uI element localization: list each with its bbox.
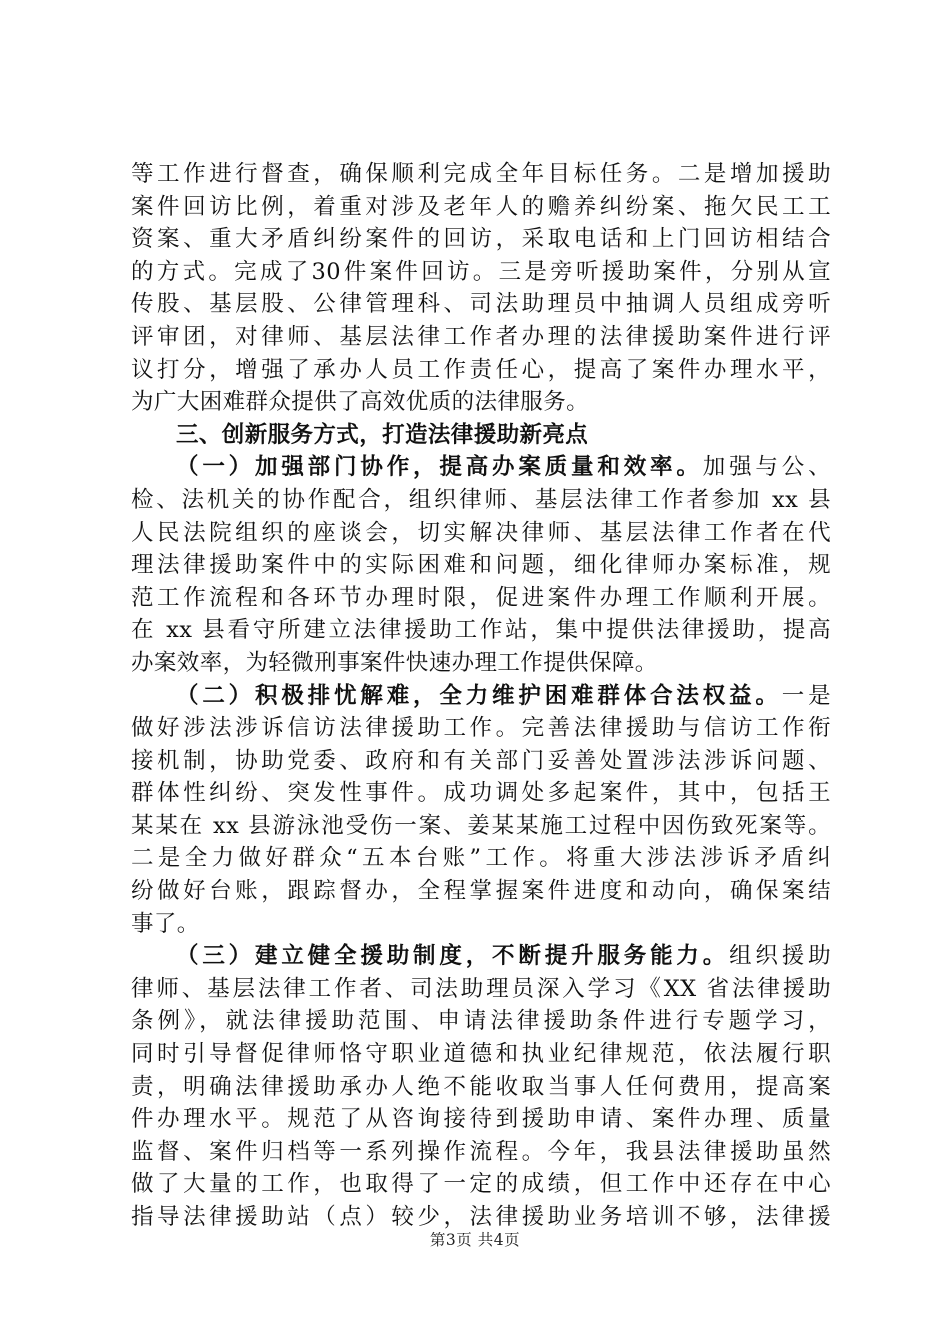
text-line: 件办理水平。规范了从咨询接待到援助申请、案件办理、质量 — [131, 1106, 831, 1133]
text-line: 传股、基层股、公律管理科、司法助理员中抽调人员组成旁听 — [131, 291, 831, 318]
text-line: 纷做好台账，跟踪督办，全程掌握案件进度和动向，确保案结 — [131, 878, 831, 905]
text-line: 人民法院组织的座谈会，切实解决律师、基层法律工作者在代 — [131, 519, 831, 546]
text-line: 群体性纠纷、突发性事件。成功调处多起案件，其中，包括王 — [131, 780, 831, 807]
text-line: 做了大量的工作，也取得了一定的成绩，但工作中还存在中心 — [131, 1171, 831, 1198]
text-line: 检、法机关的协作配合，组织律师、基层法律工作者参加 xx 县 — [131, 486, 831, 513]
text-line: 等工作进行督查，确保顺利完成全年目标任务。二是增加援助 — [131, 161, 831, 187]
text-line: 接机制，协助党委、政府和有关部门妥善处置涉法涉诉问题、 — [131, 747, 831, 774]
text-line: 的方式。完成了30件案件回访。三是旁听援助案件，分别从宣 — [131, 258, 831, 285]
paragraph-first-line — [131, 680, 831, 713]
text-line: 指导法律援助站（点）较少，法律援助业务培训不够，法律援 — [131, 1204, 831, 1230]
subheading-text: （一）加强部门协作，提高办案质量和效率。 — [176, 454, 703, 481]
paragraph-first-line — [131, 451, 831, 484]
paragraph-first-line — [131, 940, 831, 973]
subheading-text: （二）积极排忧解难，全力维护困难群体合法权益。 — [176, 682, 782, 709]
text-line: 办案效率，为轻微刑事案件快速办理工作提供保障。 — [131, 649, 658, 676]
section-heading: 三、创新服务方式，打造法律援助新亮点 — [176, 421, 589, 448]
text-line: 评审团，对律师、基层法律工作者办理的法律援助案件进行评 — [131, 323, 831, 350]
body-text: 加强与公、 — [702, 454, 831, 481]
text-line: 资案、重大矛盾纠纷案件的回访，采取电话和上门回访相结合 — [131, 226, 831, 253]
text-line: 责，明确法律援助承办人绝不能收取当事人任何费用，提高案 — [131, 1073, 831, 1100]
text-line: 理法律援助案件中的实际困难和问题，细化律师办案标准，规 — [131, 552, 831, 579]
body-text: 一是 — [781, 682, 831, 709]
body-text: 组织援助 — [729, 943, 831, 970]
text-line: 为广大困难群众提供了高效优质的法律服务。 — [131, 389, 590, 416]
text-line: 同时引导督促律师恪守职业道德和执业纪律规范，依法履行职 — [131, 1041, 831, 1068]
text-line: 在 xx 县看守所建立法律援助工作站，集中提供法律援助，提高 — [131, 617, 831, 644]
text-line: 某某在 xx 县游泳池受伤一案、姜某某施工过程中因伤致死案等。 — [131, 812, 831, 839]
text-line: 律师、基层法律工作者、司法助理员深入学习《XX 省法律援助 — [131, 975, 831, 1002]
text-line: 事了。 — [131, 910, 200, 937]
page-footer: 第3页 共4页 — [429, 1231, 521, 1249]
text-line: 监督、案件归档等一系列操作流程。今年，我县法律援助虽然 — [131, 1138, 831, 1165]
text-line: 做好涉法涉诉信访法律援助工作。完善法律援助与信访工作衔 — [131, 715, 831, 742]
text-line: 条例》，就法律援助范围、申请法律援助条件进行专题学习， — [131, 1008, 831, 1035]
document-body — [131, 158, 831, 1234]
text-line: 议打分，增强了承办人员工作责任心，提高了案件办理水平， — [131, 356, 831, 383]
subheading-text: （三）建立健全援助制度，不断提升服务能力。 — [176, 943, 730, 970]
text-line: 二是全力做好群众“五本台账”工作。将重大涉法涉诉矛盾纠 — [131, 845, 831, 872]
text-line: 范工作流程和各环节办理时限，促进案件办理工作顺利开展。 — [131, 584, 831, 611]
text-line: 案件回访比例，着重对涉及老年人的赡养纠纷案、拖欠民工工 — [131, 193, 831, 220]
